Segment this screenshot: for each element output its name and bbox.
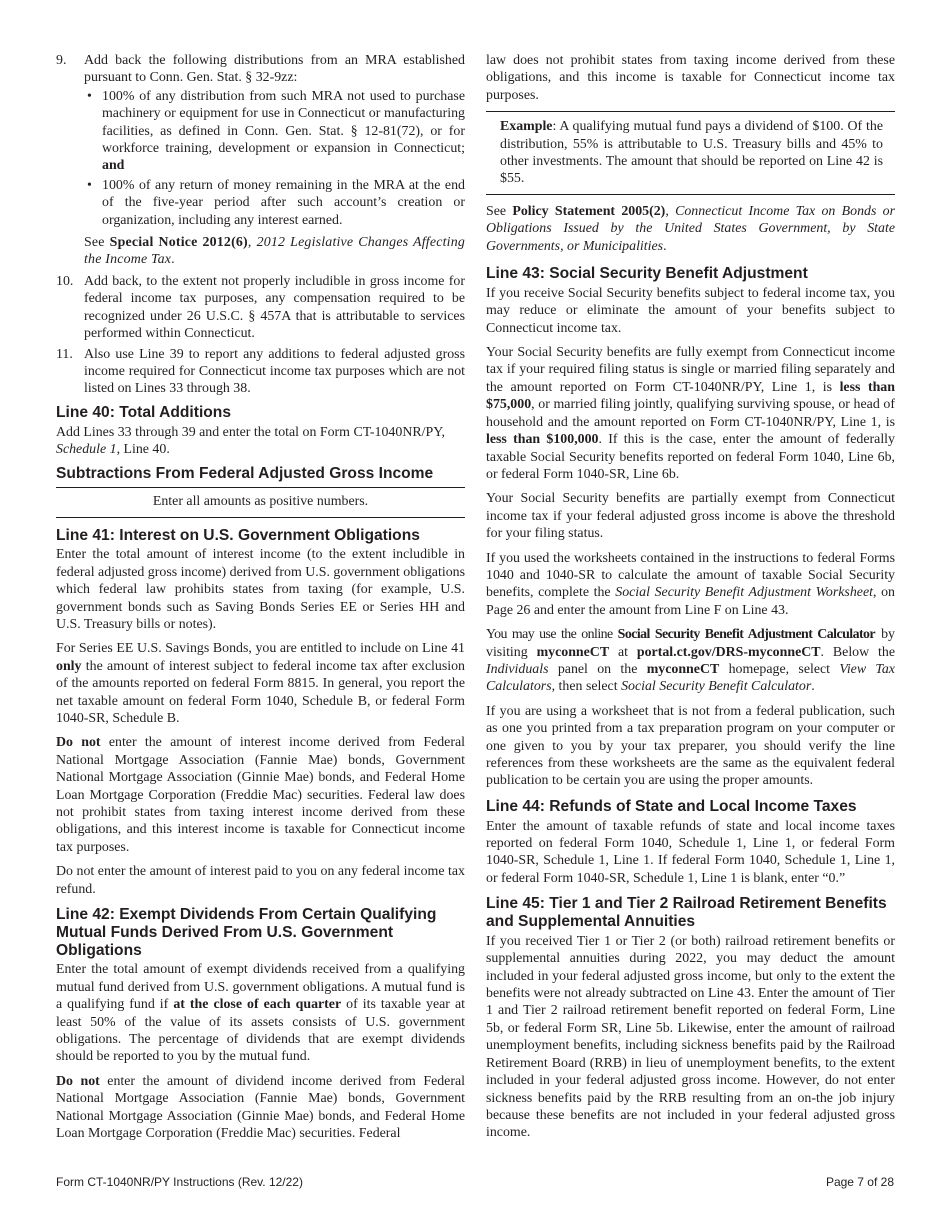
line-42-paragraph-1: Enter the total amount of exempt dividends received from a qualifying mutual fund derived from U.S. government obligations. A mutual fund is a qualifying fund if at the close of each quarter of its taxable year at least 50% of the value of its assets consists of U.S. government obligations. The percentage of dividends that are exempt dividends should be reported to you by the mutual fund. bbox=[56, 962, 465, 1065]
line-42-continued: law does not prohibit states from taxing income derived from these obligations, and this income is taxable for Connecticut income tax purposes. bbox=[486, 53, 895, 103]
line-45-heading: Line 45: Tier 1 and Tier 2 Railroad Retirement Benefits and Supplemental Annuities bbox=[486, 895, 887, 931]
line-44-heading: Line 44: Refunds of State and Local Income Taxes bbox=[486, 797, 857, 815]
line-43-paragraph-6: If you are using a worksheet that is not from a federal publication, such as one you printed from a tax preparation program on your computer or one given to you by your tax preparer, you should verify the line references from these worksheets are the same as the equivalent federal publication to be certain you are using the proper amounts. bbox=[486, 703, 895, 789]
line-41-paragraph-2: For Series EE U.S. Savings Bonds, you are entitled to include on Line 41 only the amount of interest subject to federal income tax after exclusion of the amounts reported on federal Form 8815. In general, you report the net taxable amount on federal Form 1040, Schedule B, or federal Form 1040-SR, Schedule B. bbox=[56, 641, 465, 726]
line-44-paragraph-1: Enter the amount of taxable refunds of state and local income taxes reported on federal Form 1040, Schedule 1, Line 1, or federal Form 1040-SR, Schedule 1, Line 1. If federal Form 1040, Schedule 1, Line 1, or federal Form 1040-SR, Schedule 1, Line 1 is blank, enter “0.” bbox=[486, 818, 895, 886]
footer-form-id: Form CT-1040NR/PY Instructions (Rev. 12/22) bbox=[56, 1175, 303, 1189]
item-number: 10. bbox=[56, 273, 74, 289]
item-text: Add back the following distributions from an MRA established pursuant to Conn. Gen. Stat. § 32-9zz: bbox=[84, 53, 465, 86]
line-43-paragraph-3: Your Social Security benefits are partially exempt from Connecticut income tax if your federal adjusted gross income is above the threshold for your filing status. bbox=[486, 491, 895, 542]
item-number: 11. bbox=[56, 346, 73, 362]
subtractions-heading: Subtractions From Federal Adjusted Gross Income bbox=[56, 465, 434, 483]
line-40-text: Add Lines 33 through 39 and enter the total on Form CT-1040NR/PY, Schedule 1, Line 40. bbox=[56, 424, 445, 457]
line-45-paragraph-1: If you received Tier 1 or Tier 2 (or both) railroad retirement benefits or supplemental annuities during 2022, you may deduct the amount included in your federal adjusted gross income, but only to the extent the benefits were not already subtracted on Line 43. Enter the amount of Tier 1 and Tier 2 railroad retirement benefit reported on federal Form, Line 5b, or federal Form SR, Line 5b. Likewise, enter the amount of railroad unemployment benefits, including sickness benefits paid by the Railroad Retirement Board (RRB) in lieu of unemployment benefits, to the extent included in your federal adjusted gross income. However, do not enter sickness benefits paid by the RRB resulting from an on-the job injury because these benefits are not included in your federal adjusted gross income. bbox=[486, 933, 895, 1141]
line-43-paragraph-1: If you receive Social Security benefits subject to federal income tax, you may reduce or eliminate the amount of your benefits subject to Connecticut income tax. bbox=[486, 285, 895, 336]
line-41-paragraph-1: Enter the total amount of interest income (to the extent includible in federal adjusted gross income) derived from U.S. government obligations which federal law prohibits states from taxing (for example, U.S. government bonds such as Saving Bonds Series EE or Series HH and U.S. Treasury bills or notes). bbox=[56, 547, 465, 632]
right-column bbox=[486, 52, 895, 1149]
positive-numbers-note: Enter all amounts as positive numbers. bbox=[56, 487, 465, 517]
bullet-list bbox=[84, 88, 465, 229]
item-text: Add back, to the extent not properly includible in gross income for federal income tax purposes, any compensation required to be recognized under 26 U.S.C. § 457A that is attributable to services performed within Connecticut. bbox=[84, 273, 465, 342]
line-41-paragraph-4: Do not enter the amount of interest paid to you on any federal income tax refund. bbox=[56, 864, 465, 897]
example-label: Example bbox=[500, 119, 553, 135]
bullet-item bbox=[84, 177, 465, 229]
line-43-paragraph-4: If you used the worksheets contained in the instructions to federal Forms 1040 and 1040-SR to calculate the amount of taxable Social Security benefits, complete the Social Security Benefit Adjustment Worksheet, on Page 26 and enter the amount from Line F on Line 43. bbox=[486, 550, 895, 618]
item-text: Also use Line 39 to report any additions to federal adjusted gross income required for Connecticut income tax purposes which are not listed on Lines 33 through 38. bbox=[84, 346, 465, 397]
line-40-heading: Line 40: Total Additions bbox=[56, 403, 231, 421]
bullet-bold: and bbox=[102, 158, 125, 174]
line-41-paragraph-3: Do not enter the amount of interest income derived from Federal National Mortgage Association (Fannie Mae) bonds, Government National Mortgage Association (Ginnie Mae) bonds, and Federal Home Loan Mortgage Corporation (Freddie Mac) securities. Federal law does not prohibit states from taxing interest income derived from these obligations, and this interest income is taxable for Connecticut income tax purposes. bbox=[56, 735, 466, 855]
line-42-heading: Line 42: Exempt Dividends From Certain Qualifying Mutual Funds Derived From U.S. Government Obligations bbox=[56, 906, 437, 959]
example-text: : A qualifying mutual fund pays a dividend of $100. Of the distribution, 55% is attributable to U.S. Treasury bills and 45% to other investments. The amount that should be reported on Line 42 is $55. bbox=[500, 119, 883, 187]
left-column bbox=[56, 52, 465, 1150]
bullet-text: 100% of any return of money remaining in the MRA at the end of the five-year period after such account’s creation or organization, including any interest earned. bbox=[102, 177, 465, 228]
list-item-11 bbox=[56, 346, 465, 398]
special-notice-reference: See Special Notice 2012(6), 2012 Legislative Changes Affecting the Income Tax. bbox=[84, 235, 465, 268]
example-box bbox=[486, 111, 895, 195]
item-body bbox=[84, 52, 465, 231]
line-43-paragraph-5: You may use the online Social Security Benefit Adjustment Calculator by visiting myconneCT at portal.ct.gov/DRS-myconneCT. Below the Individuals panel on the myconneCT homepage, select View Tax Calculators, then select Social Security Benefit Calculator. bbox=[486, 627, 895, 695]
line-41-heading: Line 41: Interest on U.S. Government Obligations bbox=[56, 526, 420, 544]
bullet-icon: • bbox=[87, 177, 92, 193]
line-42-paragraph-2: Do not enter the amount of dividend income derived from Federal National Mortgage Association (Fannie Mae) bonds, Government National Mortgage Association (Ginnie Mae) bonds, and Federal Home Loan Mortgage Corporation (Freddie Mac) securities. Federal bbox=[56, 1073, 465, 1142]
bullet-item bbox=[84, 88, 465, 175]
line-43-paragraph-2: Your Social Security benefits are fully exempt from Connecticut income tax if your required filing status is single or married filing separately and the amount reported on Form CT-1040NR/PY, Line 1, is less than $75,000, or married filing jointly, qualifying surviving spouse, or head of household and the amount reported on Form CT-1040NR/PY, Line 1, is less than $100,000. If this is the case, enter the amount of federally taxable Social Security benefits reported on federal Form 1040, Line 6b, or federal Form 1040-SR, Line 6b. bbox=[486, 345, 895, 482]
footer-page-number: Page 7 of 28 bbox=[825, 1175, 894, 1189]
item-number: 9. bbox=[56, 53, 67, 68]
list-item-10 bbox=[56, 273, 465, 343]
list-item-9 bbox=[56, 52, 465, 231]
bullet-icon: • bbox=[87, 88, 92, 104]
bullet-text: 100% of any distribution from such MRA not used to purchase machinery or equipment for use in Connecticut or manufacturing facilities, as defined in Conn. Gen. Stat. § 12-81(72), or for workforce training, development or expansion in Connecticut; bbox=[102, 88, 465, 157]
line-43-heading: Line 43: Social Security Benefit Adjustment bbox=[486, 265, 808, 283]
policy-statement-reference: See Policy Statement 2005(2), Connecticut Income Tax on Bonds or Obligations Issued by the United States Government, by State Governments, or Municipalities. bbox=[486, 203, 895, 254]
